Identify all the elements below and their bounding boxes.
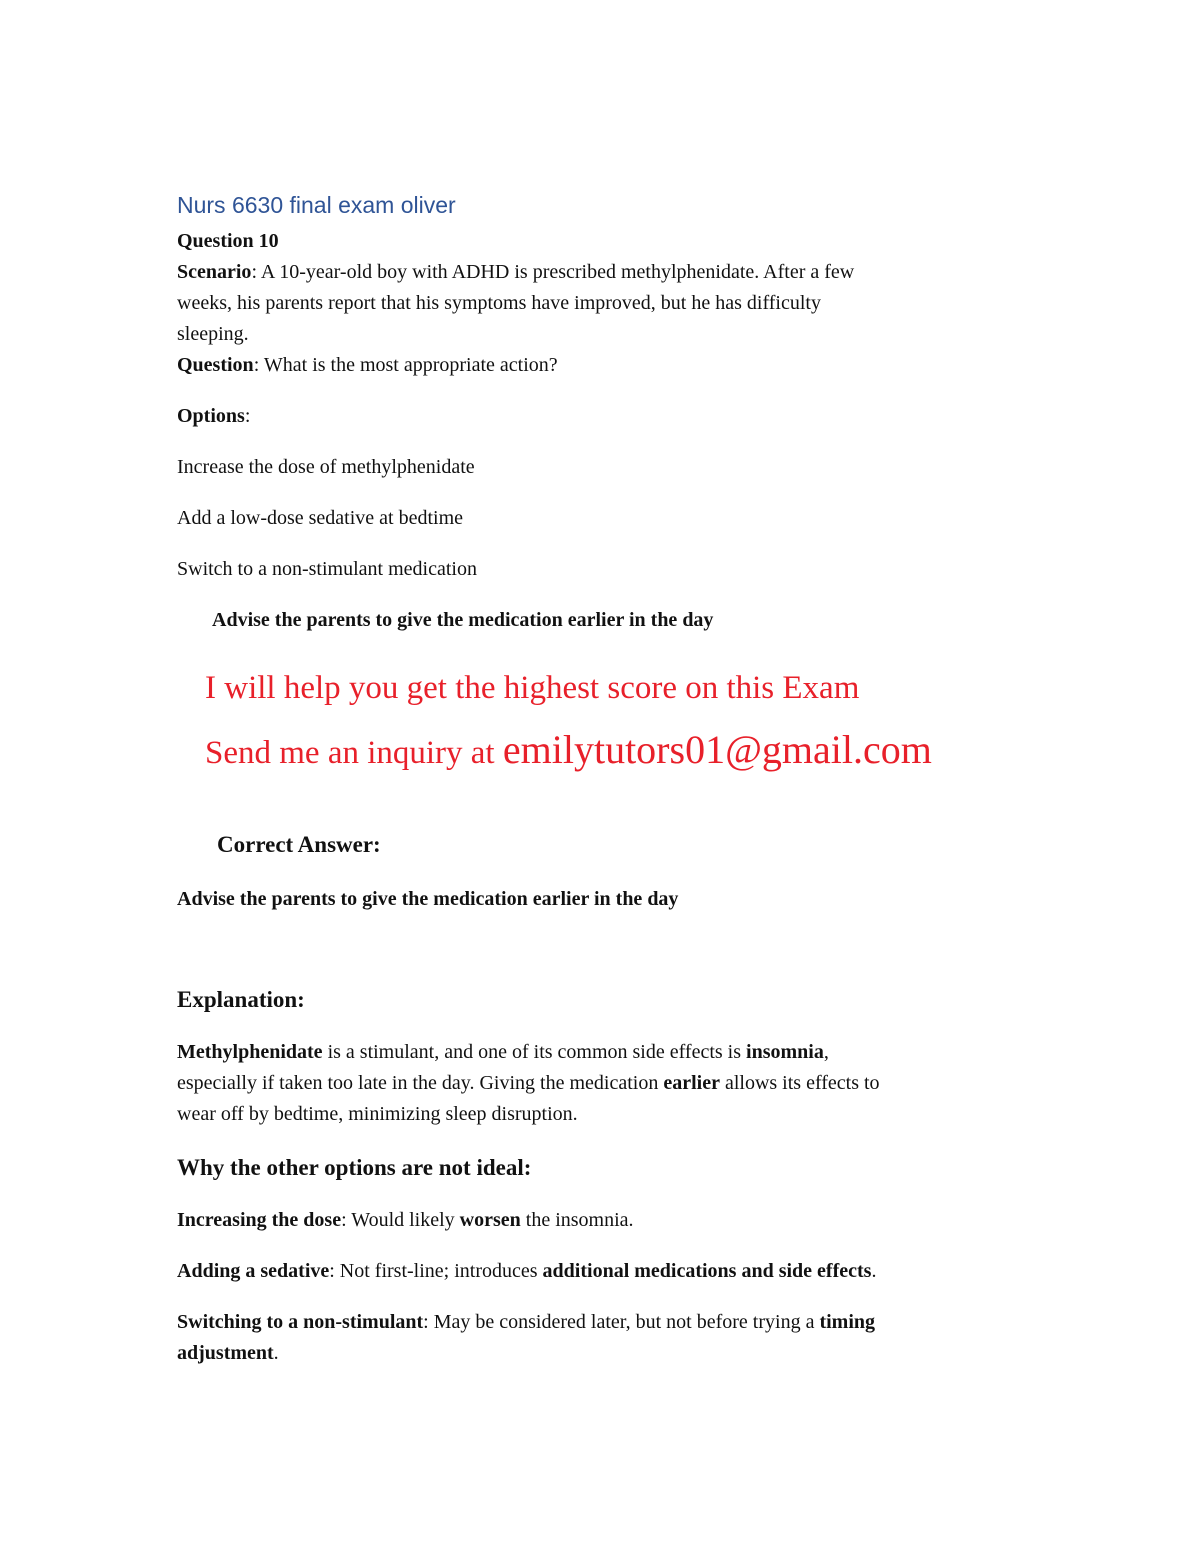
- scenario-label: Scenario: [177, 261, 252, 283]
- document-title: Nurs 6630 final exam oliver: [177, 192, 456, 218]
- question-number: Question 10: [177, 230, 279, 252]
- question-label: Question: [177, 354, 254, 376]
- scenario-line-2: weeks, his parents report that his symptoms have improved, but he has difficulty: [177, 292, 821, 314]
- why-heading: Why the other options are not ideal:: [177, 1155, 532, 1180]
- reason-item: Switching to a non-stimulant: May be considered later, but not before trying a timing adjustment.: [177, 1311, 876, 1364]
- correct-answer: Advise the parents to give the medication earlier in the day: [177, 888, 679, 910]
- correct-answer-label: Correct Answer:: [217, 832, 381, 857]
- scenario-line-1: Scenario: A 10-year-old boy with ADHD is prescribed methylphenidate. After a few: [177, 261, 855, 283]
- scenario-line-3: sleeping.: [177, 323, 249, 345]
- question-line: Question: What is the most appropriate action?: [177, 354, 558, 376]
- explanation-heading: Explanation:: [177, 987, 305, 1012]
- question-block: [177, 226, 1027, 381]
- promo-line-2: Send me an inquiry at emilytutors01@gmail.com: [205, 727, 932, 772]
- reason-item: Increasing the dose: Would likely worsen the insomnia.: [177, 1209, 634, 1231]
- options-heading: Options:: [177, 405, 251, 427]
- reason-item: Adding a sedative: Not first-line; introduces additional medications and side effects.: [177, 1260, 877, 1282]
- explanation-paragraph: Methylphenidate is a stimulant, and one of its common side effects is insomnia, especially if taken too late in the day. Giving the medication earlier allows its effects to wear off by bedtime, minimizing sleep disruption.: [177, 1041, 880, 1125]
- promo-line-1: I will help you get the highest score on this Exam: [205, 670, 860, 706]
- option-item: Add a low-dose sedative at bedtime: [177, 507, 464, 529]
- option-item: Increase the dose of methylphenidate: [177, 456, 475, 478]
- promo-email: emilytutors01@gmail.com: [502, 727, 932, 772]
- option-item-highlighted: Advise the parents to give the medication earlier in the day: [212, 609, 714, 631]
- option-item: Switch to a non-stimulant medication: [177, 558, 477, 580]
